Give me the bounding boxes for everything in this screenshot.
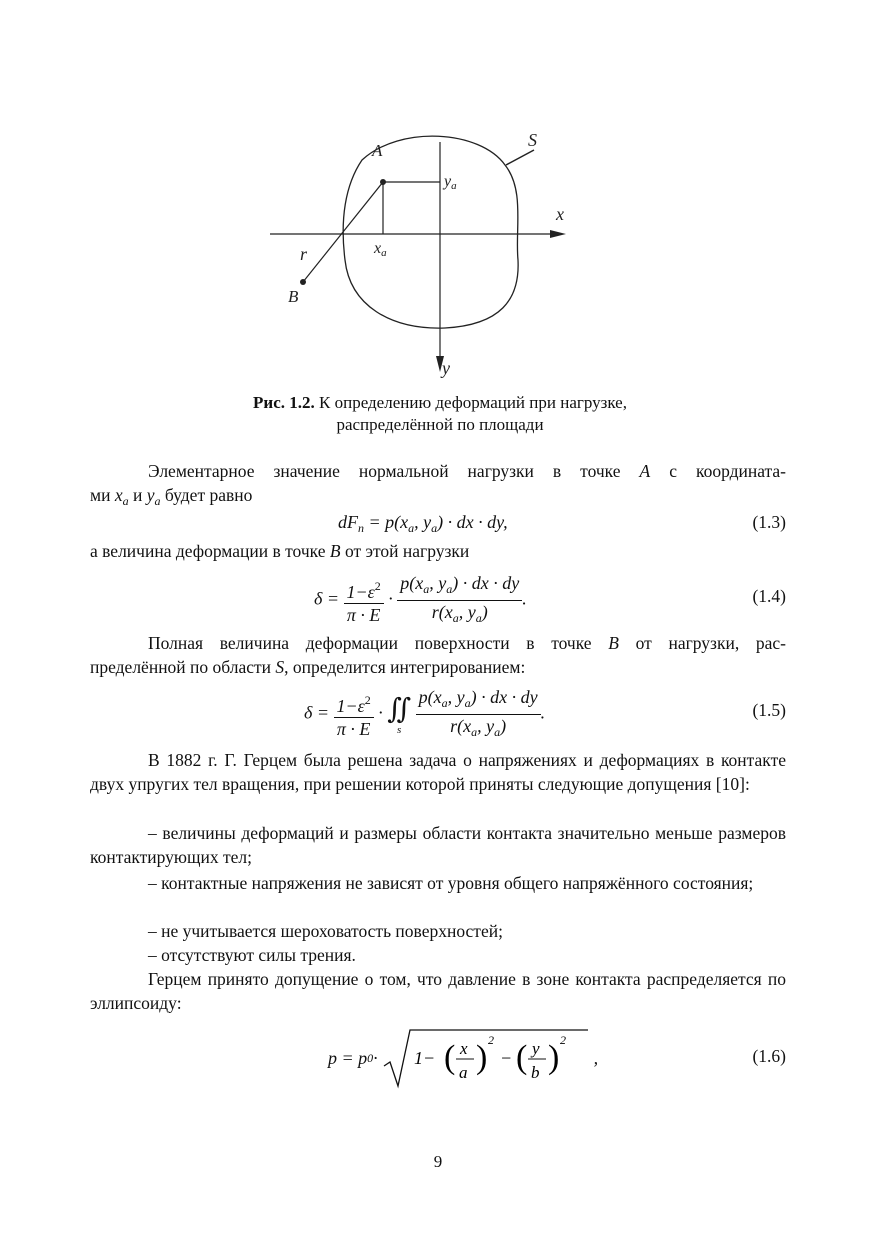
label-y: y (442, 358, 450, 378)
equation-number-1-3: (1.3) (752, 512, 786, 532)
page-number: 9 (433, 1152, 443, 1171)
equation-number-1-5: (1.5) (752, 700, 786, 720)
figure-caption (120, 392, 760, 436)
double-integral: ∬ s (387, 693, 412, 736)
figure-svg (270, 120, 610, 385)
svg-text:(: ( (443, 1039, 455, 1076)
svg-text:a: a (458, 1063, 468, 1082)
r-line (303, 182, 383, 282)
sqrt-expression (382, 1026, 592, 1090)
equation-1-6: p = p 0 · 1− ( x a ) 2 − ( y b ) 2 , (328, 1026, 598, 1090)
svg-text:): ) (475, 1039, 487, 1076)
list-item-4: – отсутствуют силы трения. (148, 945, 356, 965)
svg-text:x: x (459, 1039, 468, 1058)
eq15-fraction-2: $\frac{p(x_a, y_a) \cdot dx \cdot dy}{r(x_a, y_a)}$ (416, 686, 541, 743)
paragraph-2: а величина деформации в точке B от этой нагрузки (90, 541, 470, 561)
list-item-2: – контактные напряжения не зависят от уровня общего напряжённого состояния; (148, 873, 754, 893)
caption-prefix: Рис. 1.2. (253, 393, 315, 412)
label-s: S (528, 130, 537, 150)
paragraph-3-line-2: пределённой по области S, определится интегрированием: (90, 657, 526, 677)
svg-text:y: y (531, 1039, 540, 1058)
svg-text:2: 2 (559, 1033, 566, 1047)
equation-number-1-4: (1.4) (752, 586, 786, 606)
paragraph-4: В 1882 г. Г. Герцем была решена задача о напряжениях и деформациях в контакте двух упругих тел вращения, при решении которой приняты следующие допущения [10]: (90, 750, 786, 794)
paragraph-3-line-1: Полная величина деформации поверхности в точке B от нагрузки, рас- (148, 633, 786, 653)
label-a: A (372, 141, 383, 160)
paragraph-1-line-2: ми $x_a$ и $y_a$ будет равно (90, 485, 253, 508)
svg-text:2: 2 (487, 1033, 494, 1047)
caption-text-1: К определению деформаций при нагрузке, (319, 393, 627, 412)
point-b (300, 279, 306, 285)
paragraph-1-line-1: Элементарное значение нормальной нагрузки в точке A с координата- (148, 461, 786, 481)
paragraph-5: Герцем принято допущение о том, что давление в зоне контакта распределяется по эллипсоиду: (90, 969, 786, 1013)
svg-text:(: ( (515, 1039, 527, 1076)
x-axis-arrow (550, 230, 566, 238)
eq14-fraction-2: $\frac{p(x_a, y_a) \cdot dx \cdot dy}{r(x_a, y_a)}$ (397, 572, 522, 629)
label-xa: xa (374, 240, 387, 259)
svg-text:b: b (530, 1063, 540, 1082)
caption-line-1 (120, 392, 760, 414)
figure-contact-area (270, 120, 610, 385)
label-r: r (300, 244, 308, 264)
list-item-3: – не учитывается шероховатость поверхностей; (148, 921, 503, 941)
svg-text:1−: 1− (413, 1048, 435, 1068)
eq14-fraction-1: $\frac{1-\varepsilon^2}{\pi \cdot E}$ (344, 575, 384, 626)
svg-text:−: − (499, 1048, 512, 1068)
s-leader-line (506, 150, 534, 165)
svg-text:): ) (547, 1039, 559, 1076)
label-x: x (556, 204, 564, 224)
contour-s (343, 136, 518, 328)
label-b: B (288, 287, 299, 306)
caption-line-2: распределённой по площади (336, 415, 544, 434)
list-item-1: – величины деформаций и размеры области контакта значительно меньше размеров контактирующих тел; (90, 823, 786, 867)
label-ya: ya (444, 173, 457, 192)
equation-1-5: δ = $\frac{1-\varepsilon^2}{\pi \cdot E}$ · ∬ s $\frac{p(x_a, y_a) \cdot dx \cdot dy}{r(x_a, y_a)}$ . (304, 686, 545, 743)
equation-1-3: $dF_n = p(x_a$, $y_a$) · dx · dy, (338, 512, 508, 535)
equation-1-4: δ = $\frac{1-\varepsilon^2}{\pi \cdot E}$ · $\frac{p(x_a, y_a) \cdot dx \cdot dy}{r(x_a, y_a)}$ . (314, 572, 527, 629)
eq15-fraction-1: $\frac{1-\varepsilon^2}{\pi \cdot E}$ (334, 689, 374, 740)
equation-number-1-6: (1.6) (752, 1046, 786, 1066)
